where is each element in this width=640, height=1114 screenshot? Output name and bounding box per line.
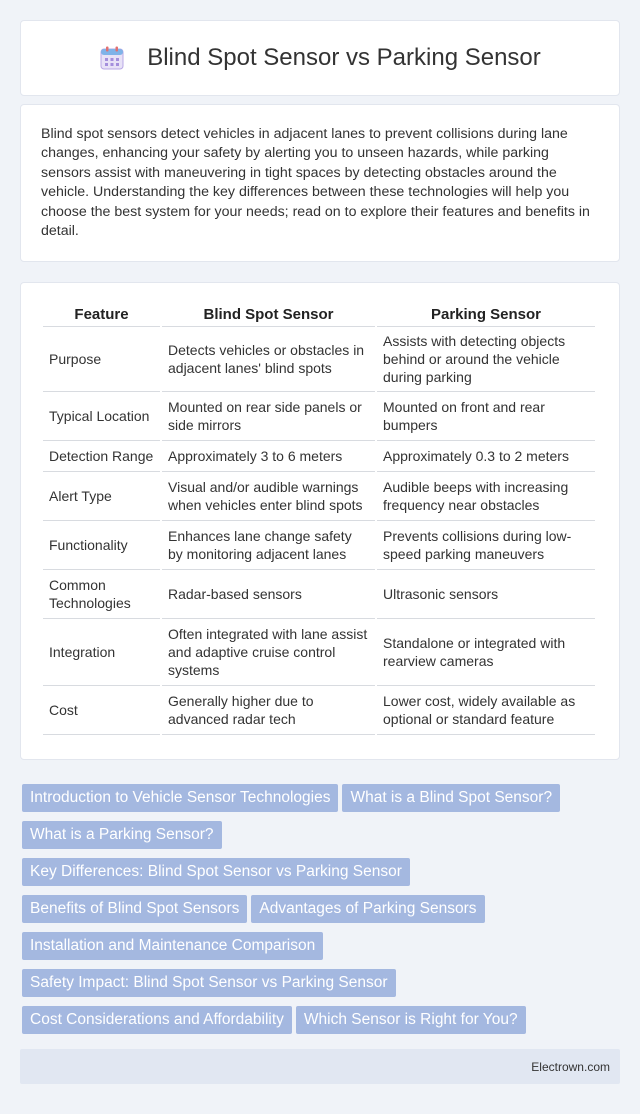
table-row xyxy=(43,686,595,735)
table-cell: Audible beeps with increasing frequency near obstacles xyxy=(377,472,595,521)
footer xyxy=(20,1049,620,1084)
link-installation[interactable]: Installation and Maintenance Comparison xyxy=(22,932,323,960)
table-row xyxy=(43,521,595,570)
table-cell: Functionality xyxy=(43,521,160,570)
page-title: Blind Spot Sensor vs Parking Sensor xyxy=(147,44,541,71)
table-cell: Often integrated with lane assist and adaptive cruise control systems xyxy=(162,619,375,686)
link-cost[interactable]: Cost Considerations and Affordability xyxy=(22,1006,292,1034)
table-row xyxy=(43,472,595,521)
table-cell: Alert Type xyxy=(43,472,160,521)
table-cell: Prevents collisions during low-speed parking maneuvers xyxy=(377,521,595,570)
title-card xyxy=(20,20,620,96)
calendar-icon xyxy=(99,45,125,71)
table-cell: Detection Range xyxy=(43,441,160,472)
table-row xyxy=(43,570,595,619)
table-cell: Enhances lane change safety by monitoring adjacent lanes xyxy=(162,521,375,570)
table-cell: Integration xyxy=(43,619,160,686)
table-cell: Common Technologies xyxy=(43,570,160,619)
table-cell: Standalone or integrated with rearview cameras xyxy=(377,619,595,686)
link-key-differences[interactable]: Key Differences: Blind Spot Sensor vs Parking Sensor xyxy=(22,858,410,886)
table-row xyxy=(43,392,595,441)
table-header-row xyxy=(43,299,595,327)
intro-card xyxy=(20,104,620,262)
table-cell: Approximately 0.3 to 2 meters xyxy=(377,441,595,472)
comparison-table xyxy=(41,299,597,735)
link-benefits-blind-spot[interactable]: Benefits of Blind Spot Sensors xyxy=(22,895,247,923)
table-cell: Cost xyxy=(43,686,160,735)
header-blind-spot: Blind Spot Sensor xyxy=(162,299,375,327)
table-cell: Ultrasonic sensors xyxy=(377,570,595,619)
topic-links xyxy=(22,784,618,1043)
table-cell: Approximately 3 to 6 meters xyxy=(162,441,375,472)
comparison-table-card xyxy=(20,282,620,760)
table-cell: Purpose xyxy=(43,327,160,392)
link-safety-impact[interactable]: Safety Impact: Blind Spot Sensor vs Parking Sensor xyxy=(22,969,396,997)
table-cell: Mounted on rear side panels or side mirrors xyxy=(162,392,375,441)
link-introduction[interactable]: Introduction to Vehicle Sensor Technologies xyxy=(22,784,338,812)
table-cell: Generally higher due to advanced radar tech xyxy=(162,686,375,735)
table-cell: Assists with detecting objects behind or around the vehicle during parking xyxy=(377,327,595,392)
link-advantages-parking[interactable]: Advantages of Parking Sensors xyxy=(251,895,484,923)
table-cell: Mounted on front and rear bumpers xyxy=(377,392,595,441)
table-cell: Lower cost, widely available as optional or standard feature xyxy=(377,686,595,735)
table-row xyxy=(43,327,595,392)
table-cell: Typical Location xyxy=(43,392,160,441)
link-what-is-blind-spot[interactable]: What is a Blind Spot Sensor? xyxy=(342,784,560,812)
footer-site[interactable]: Electrown.com xyxy=(531,1060,610,1074)
table-cell: Visual and/or audible warnings when vehicles enter blind spots xyxy=(162,472,375,521)
header-parking: Parking Sensor xyxy=(377,299,595,327)
table-row xyxy=(43,619,595,686)
table-cell: Radar-based sensors xyxy=(162,570,375,619)
link-what-is-parking[interactable]: What is a Parking Sensor? xyxy=(22,821,222,849)
table-cell: Detects vehicles or obstacles in adjacent lanes' blind spots xyxy=(162,327,375,392)
link-which-sensor[interactable]: Which Sensor is Right for You? xyxy=(296,1006,526,1034)
intro-text: Blind spot sensors detect vehicles in adjacent lanes to prevent collisions during lane changes, enhancing your safety by alerting you to unseen hazards, while parking sensors assist with maneuvering in tight spaces by detecting obstacles around the vehicle. Understanding the key differences between these technologies will help you choose the best system for your needs; read on to explore their features and benefits in detail. xyxy=(41,126,590,240)
table-row xyxy=(43,441,595,472)
header-feature: Feature xyxy=(43,299,160,327)
